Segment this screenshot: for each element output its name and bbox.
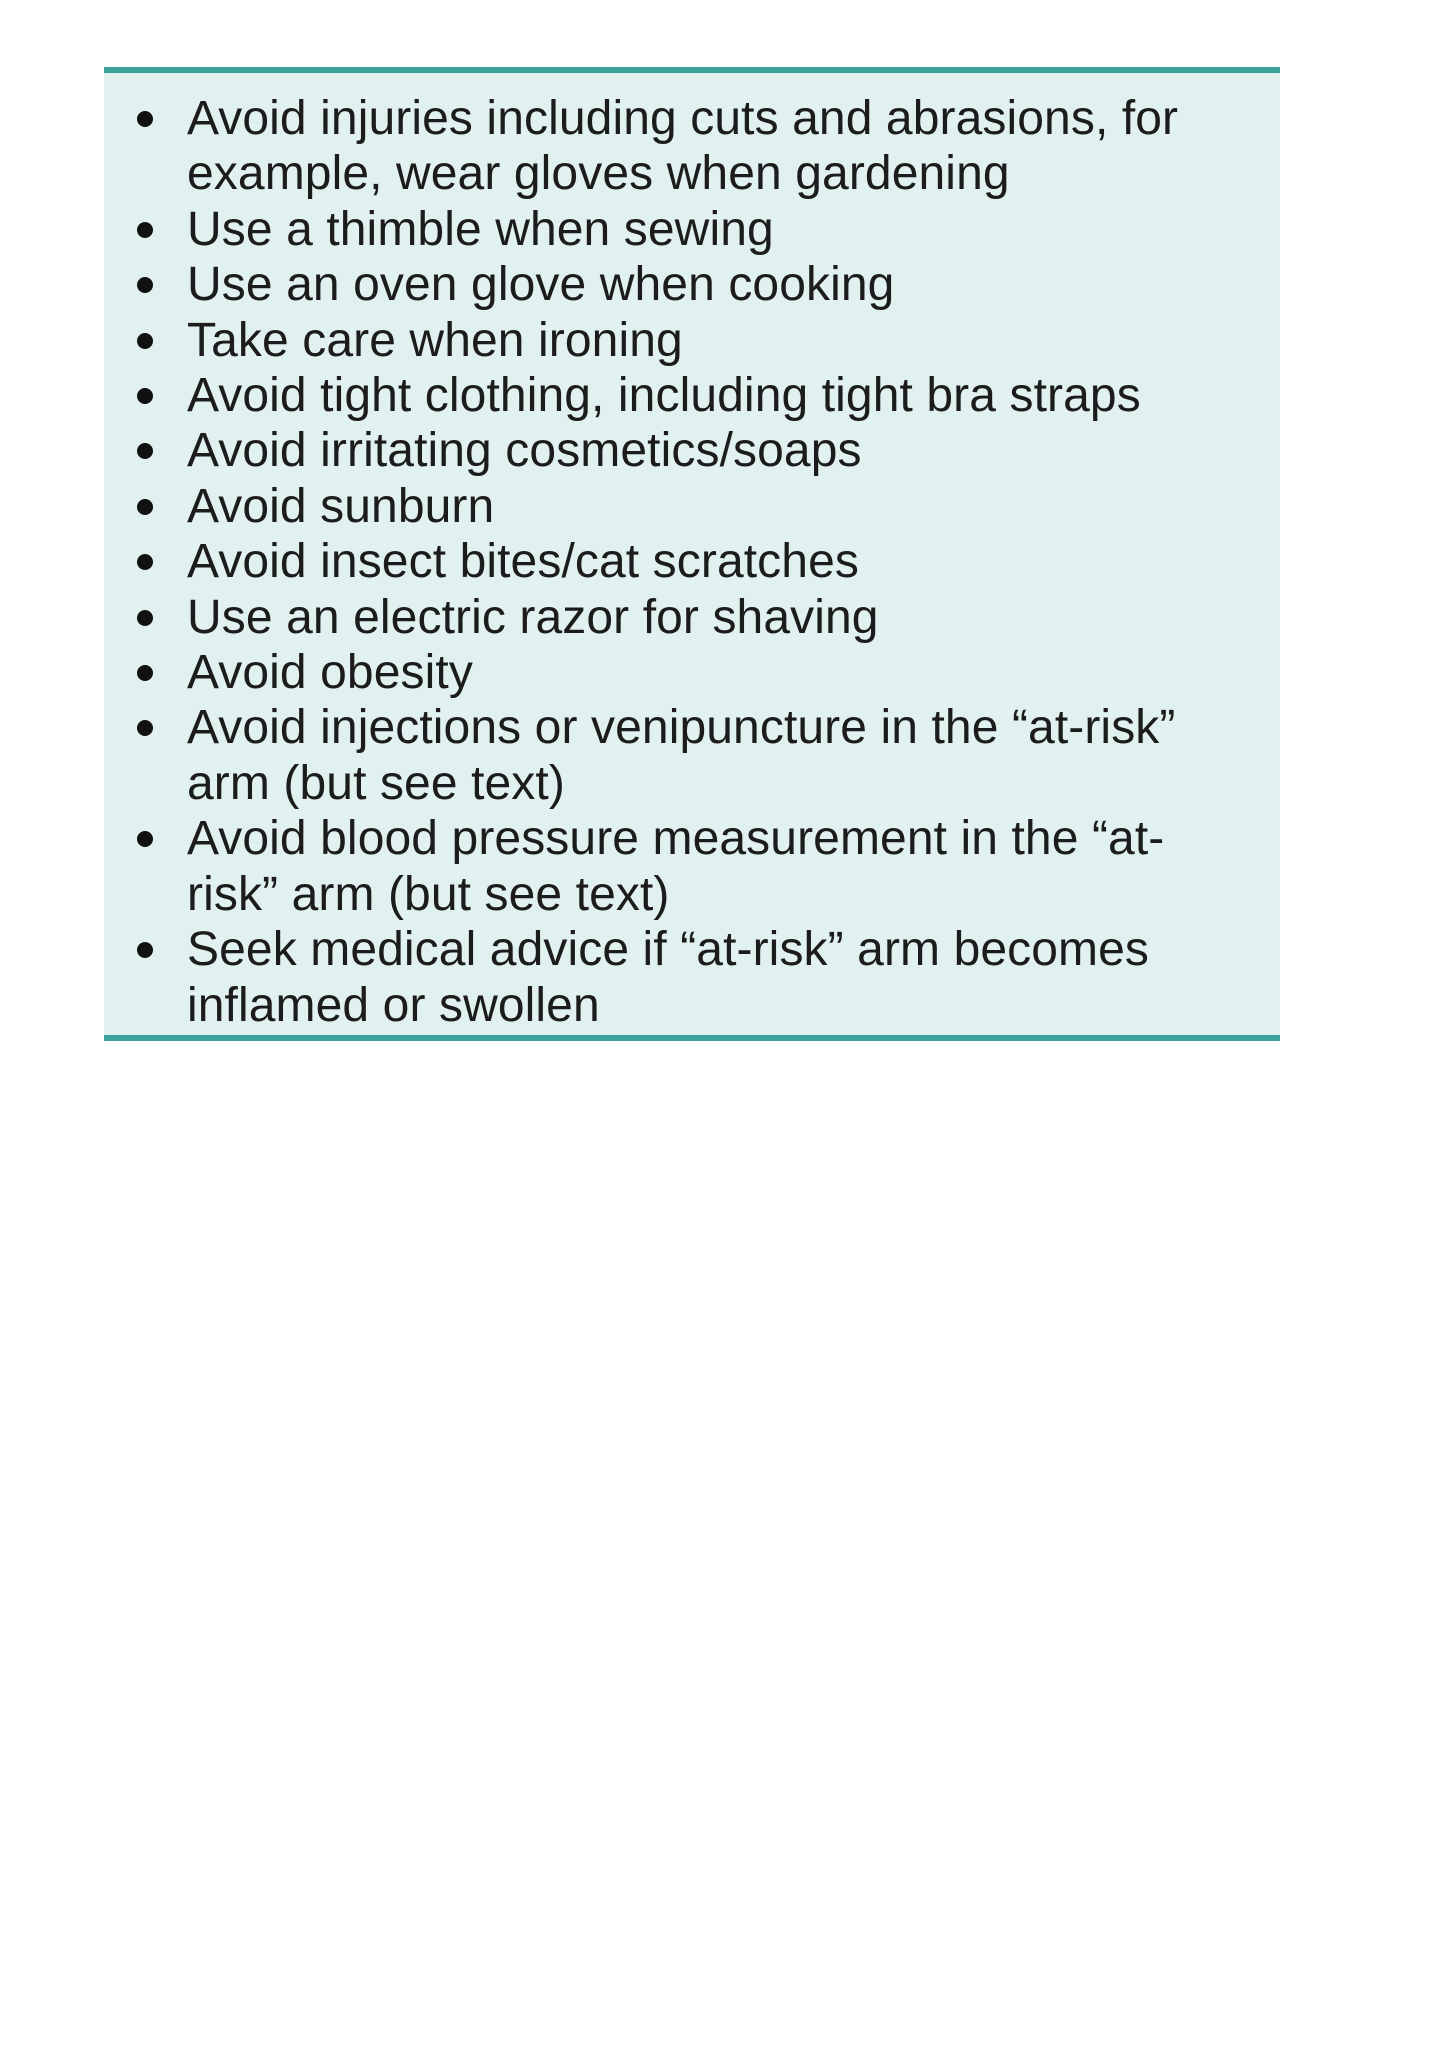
- list-item: [104, 590, 1240, 645]
- bullet-icon: [137, 111, 153, 127]
- advice-list: [104, 91, 1240, 1033]
- list-item: [104, 423, 1240, 478]
- list-item-text: Avoid obesity: [187, 646, 473, 700]
- list-item-text: Take care when ironing: [187, 313, 683, 367]
- list-item: [104, 922, 1240, 1033]
- bullet-icon: [137, 388, 153, 404]
- list-item: [104, 811, 1240, 922]
- advice-box: [104, 67, 1280, 1041]
- bullet-icon: [137, 610, 153, 626]
- list-item-text: Avoid injections or venipuncture in the “at-risk” arm (but see text): [187, 701, 1176, 810]
- bullet-icon: [137, 277, 153, 293]
- list-item-text: Avoid injuries including cuts and abrasions, for example, wear gloves when gardening: [187, 92, 1179, 201]
- list-item-text: Seek medical advice if “at-risk” arm becomes inflamed or swollen: [187, 923, 1150, 1032]
- bullet-icon: [137, 831, 153, 847]
- bullet-icon: [137, 665, 153, 681]
- bullet-icon: [137, 942, 153, 958]
- bullet-icon: [137, 499, 153, 515]
- list-item: [104, 700, 1240, 811]
- bullet-icon: [137, 333, 153, 349]
- list-item-text: Avoid tight clothing, including tight bra straps: [187, 369, 1141, 423]
- list-item: [104, 368, 1240, 423]
- list-item: [104, 257, 1240, 312]
- list-item-text: Use an electric razor for shaving: [187, 590, 879, 644]
- list-item: [104, 313, 1240, 368]
- bullet-icon: [137, 443, 153, 459]
- bullet-icon: [137, 720, 153, 736]
- list-item: [104, 645, 1240, 700]
- list-item-text: Use an oven glove when cooking: [187, 258, 895, 312]
- list-item-text: Avoid irritating cosmetics/soaps: [187, 424, 862, 478]
- bullet-icon: [137, 222, 153, 238]
- list-item-text: Avoid sunburn: [187, 479, 495, 533]
- bullet-icon: [137, 554, 153, 570]
- list-item-text: Use a thimble when sewing: [187, 202, 774, 256]
- list-item-text: Avoid insect bites/cat scratches: [187, 535, 859, 589]
- list-item: [104, 534, 1240, 589]
- list-item: [104, 479, 1240, 534]
- list-item: [104, 202, 1240, 257]
- list-item: [104, 91, 1240, 202]
- list-item-text: Avoid blood pressure measurement in the “at-risk” arm (but see text): [187, 812, 1165, 921]
